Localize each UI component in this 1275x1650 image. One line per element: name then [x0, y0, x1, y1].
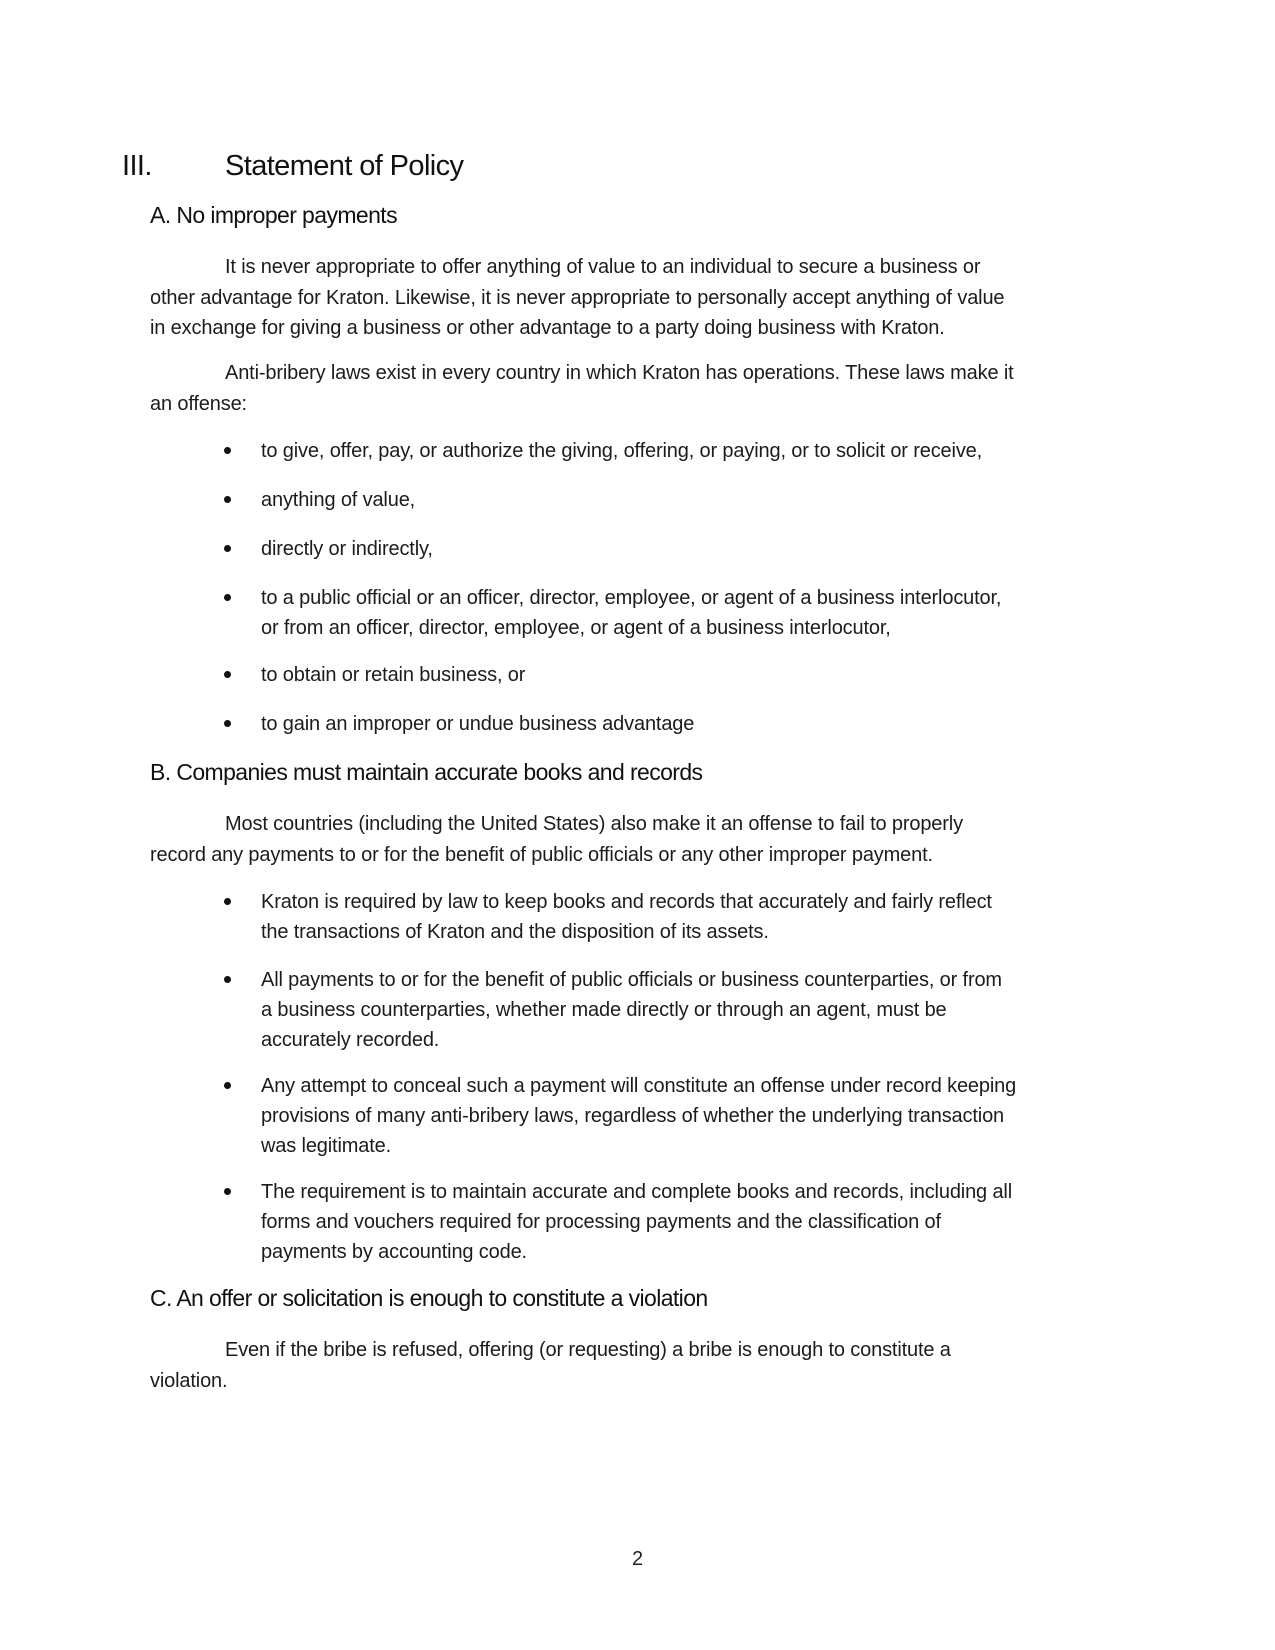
bullet-icon	[224, 545, 231, 552]
subsection-a-heading: A. No improper payments	[150, 202, 397, 228]
bullet-icon	[224, 976, 231, 983]
page-number: 2	[631, 1548, 644, 1570]
paragraph-line: other advantage for Kraton. Likewise, it is never appropriate to personally accept anything of value	[150, 286, 1005, 309]
bullet-icon	[224, 1082, 231, 1089]
paragraph-line: an offense:	[150, 392, 247, 415]
subsection-c-paragraph-1	[150, 1335, 1130, 1396]
section-number: III.	[122, 150, 152, 182]
paragraph-line: Most countries (including the United States) also make it an offense to fail to properly	[225, 813, 963, 835]
subsection-a-paragraph-2	[150, 358, 1130, 419]
bullet-icon	[224, 1188, 231, 1195]
bullet-icon	[224, 720, 231, 727]
bullet-icon	[224, 496, 231, 503]
paragraph-line: Even if the bribe is refused, offering (or requesting) a bribe is enough to constitute a	[225, 1339, 951, 1361]
bullet-icon	[224, 671, 231, 678]
subsection-b-paragraph-1	[150, 809, 1130, 870]
paragraph-line: Anti-bribery laws exist in every country in which Kraton has operations. These laws make it	[225, 362, 1014, 384]
paragraph-line: It is never appropriate to offer anything of value to an individual to secure a business or	[225, 256, 981, 278]
document-page: III. Statement of Policy A. No improper payments It is never appropriate to offer anything of value to an individual to secure a business or other advantage for Kraton. Likewise, it is never appropriate to personally accept anything of value in exchange for giving a business or other advantage to a party doing business with Kraton. Anti-bribery laws exist in every country in which Kraton has operations. These laws make it an offense: to give, offer, pay, or authorize the giving, offering, or paying, or to solicit or receive, anything of value, directly or indirectly, to a public official or an officer, director, employee, or agent of a business interlocutor, or from an officer, director, employee, or agent of a business interlocutor, to obtain or retain business, or to gain an improper or undue business advantage B. Companies must maintain accurate books and records Most countries (including the United States) also make it an offense to fail to properly record any payments to or for the benefit of public officials or any other improper payment. Kraton is required by law to keep books and records that accurately and fairly reflect the transactions of Kraton and the disposition of its assets. All payments to or for the benefit of public officials or business counterparties, or from a business counterparties, whether made directly or through an agent, must be accurately recorded. Any attempt to conceal such a payment will constitute an offense under record keeping provisions of many anti-bribery laws, regardless of whether the underlying transaction was legitimate. The requirement is to maintain accurate and complete books and records, including all forms and vouchers required for processing payments and the classification of payments by accounting code. C. An offer or solicitation is enough to constitute a violation Even if the bribe is refused, offering (or requesting) a bribe is enough to constitute a violation. 2	[0, 0, 1275, 1650]
paragraph-line: in exchange for giving a business or other advantage to a party doing business with Kraton.	[150, 317, 945, 339]
bullet-icon	[224, 594, 231, 601]
subsection-c-heading: C. An offer or solicitation is enough to constitute a violation	[150, 1285, 708, 1311]
paragraph-line: violation.	[150, 1369, 228, 1392]
bullet-icon	[224, 447, 231, 454]
bullet-icon	[224, 898, 231, 905]
subsection-a-paragraph-1	[150, 252, 1130, 344]
section-title: Statement of Policy	[225, 150, 464, 182]
subsection-b-heading: B. Companies must maintain accurate books and records	[150, 759, 703, 785]
paragraph-line: record any payments to or for the benefit of public officials or any other improper payment.	[150, 843, 933, 866]
